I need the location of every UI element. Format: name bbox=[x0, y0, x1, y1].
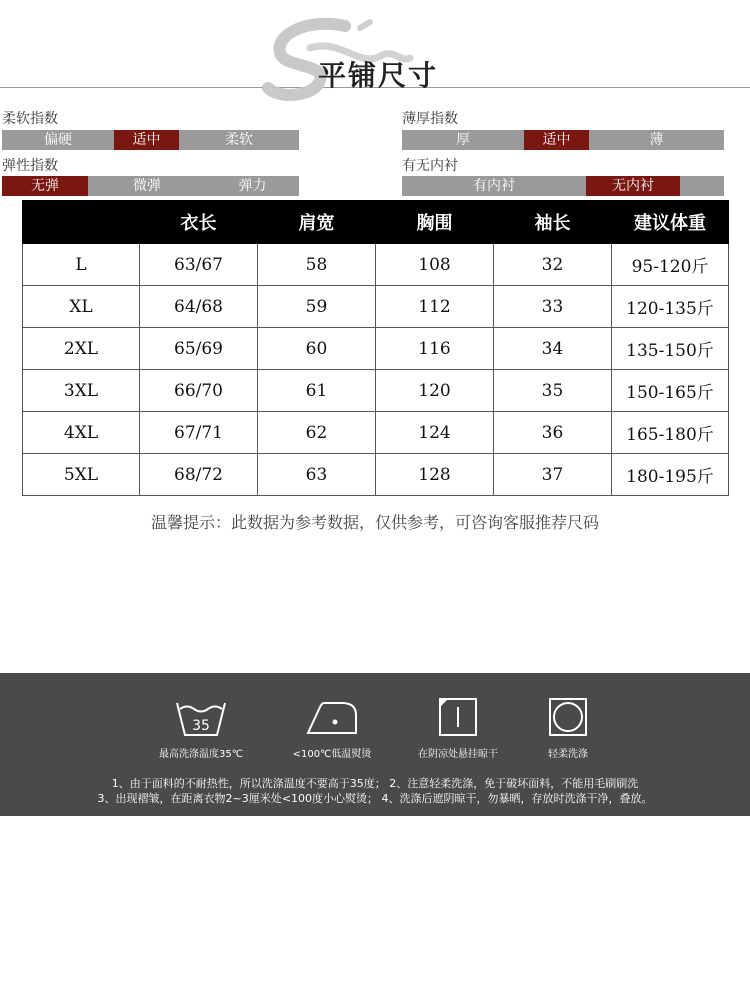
size-cell: 5XL bbox=[23, 454, 140, 496]
lining-index-title: 有无内衬 bbox=[402, 158, 458, 174]
table-header-row bbox=[23, 201, 729, 244]
table-row bbox=[23, 370, 729, 412]
shoulder-cell: 63 bbox=[258, 454, 376, 496]
shoulder-cell: 60 bbox=[258, 328, 376, 370]
thickness-option-thick: 厚 bbox=[456, 132, 470, 148]
length-cell: 64/68 bbox=[140, 286, 258, 328]
softness-index-title: 柔软指数 bbox=[2, 111, 58, 127]
sleeve-cell: 35 bbox=[494, 370, 612, 412]
size-cell: 3XL bbox=[23, 370, 140, 412]
weight-cell: 120-135斤 bbox=[612, 286, 729, 328]
lining-option-filler bbox=[680, 176, 724, 196]
care-item-gentle bbox=[508, 695, 628, 760]
shoulder-cell: 61 bbox=[258, 370, 376, 412]
length-cell: 66/70 bbox=[140, 370, 258, 412]
shade-hang-dry-icon bbox=[428, 695, 488, 739]
size-cell: L bbox=[23, 244, 140, 286]
table-row bbox=[23, 286, 729, 328]
thickness-index-title: 薄厚指数 bbox=[402, 111, 458, 127]
length-cell: 65/69 bbox=[140, 328, 258, 370]
softness-option-medium: 适中 bbox=[114, 130, 179, 150]
lining-option-without: 无内衬 bbox=[586, 176, 680, 196]
header-shoulder: 肩宽 bbox=[258, 201, 376, 244]
length-cell: 67/71 bbox=[140, 412, 258, 454]
care-item-wash bbox=[141, 695, 261, 760]
page-title: 平铺尺寸 bbox=[318, 59, 439, 92]
elasticity-index-bar bbox=[2, 176, 299, 196]
chest-cell: 112 bbox=[376, 286, 494, 328]
thickness-option-thin: 薄 bbox=[649, 132, 664, 148]
elasticity-option-slight: 微弹 bbox=[133, 178, 161, 194]
table-row bbox=[23, 328, 729, 370]
wash-temp-text: 35 bbox=[192, 718, 210, 734]
size-cell: XL bbox=[23, 286, 140, 328]
iron-low-icon bbox=[302, 695, 362, 739]
header-sleeve: 袖长 bbox=[494, 201, 612, 244]
chest-cell: 116 bbox=[376, 328, 494, 370]
size-cell: 4XL bbox=[23, 412, 140, 454]
sleeve-cell: 36 bbox=[494, 412, 612, 454]
care-note-2: 3、出现褶皱，在距离衣物2~3厘米处<100度小心熨烫； 4、洗涤后遮阴晾干，勿暴晒，存放时洗涤干净，叠放。 bbox=[97, 792, 653, 805]
wash-35-icon bbox=[171, 695, 231, 739]
gentle-wash-icon bbox=[538, 695, 598, 739]
table-row bbox=[23, 412, 729, 454]
care-instructions-panel bbox=[0, 673, 750, 816]
softness-option-soft: 柔软 bbox=[225, 132, 253, 148]
care-item-iron bbox=[272, 695, 392, 760]
care-item-dry bbox=[398, 695, 518, 760]
sleeve-cell: 37 bbox=[494, 454, 612, 496]
size-cell: 2XL bbox=[23, 328, 140, 370]
lining-option-with: 有内衬 bbox=[473, 178, 515, 194]
sleeve-cell: 32 bbox=[494, 244, 612, 286]
chest-cell: 120 bbox=[376, 370, 494, 412]
elasticity-option-stretch: 弹力 bbox=[238, 178, 267, 194]
table-row bbox=[23, 454, 729, 496]
length-cell: 68/72 bbox=[140, 454, 258, 496]
thickness-index-bar bbox=[402, 130, 724, 150]
weight-cell: 165-180斤 bbox=[612, 412, 729, 454]
table-row bbox=[23, 244, 729, 286]
sleeve-cell: 34 bbox=[494, 328, 612, 370]
header-chest: 胸围 bbox=[376, 201, 494, 244]
reference-notice: 温馨提示：此数据为参考数据，仅供参考，可咨询客服推荐尺码 bbox=[150, 513, 599, 532]
care-label-wash: 最高洗涤温度35℃ bbox=[159, 749, 243, 760]
shoulder-cell: 62 bbox=[258, 412, 376, 454]
header-size bbox=[23, 201, 140, 244]
care-label-iron: <100℃低温熨烫 bbox=[292, 749, 372, 760]
weight-cell: 180-195斤 bbox=[612, 454, 729, 496]
elasticity-option-none: 无弹 bbox=[2, 176, 88, 196]
lining-index-bar bbox=[402, 176, 724, 196]
length-cell: 63/67 bbox=[140, 244, 258, 286]
header-length: 衣长 bbox=[140, 201, 258, 244]
care-note-1: 1、由于面料的不耐热性，所以洗涤温度不要高于35度； 2、注意轻柔洗涤，免于破坏面料，不能用毛刷刷洗 bbox=[111, 777, 639, 790]
weight-cell: 135-150斤 bbox=[612, 328, 729, 370]
header-weight: 建议体重 bbox=[612, 201, 729, 244]
weight-cell: 95-120斤 bbox=[612, 244, 729, 286]
thickness-option-medium: 适中 bbox=[524, 130, 589, 150]
shoulder-cell: 59 bbox=[258, 286, 376, 328]
chest-cell: 128 bbox=[376, 454, 494, 496]
weight-cell: 150-165斤 bbox=[612, 370, 729, 412]
softness-index-bar bbox=[2, 130, 299, 150]
shoulder-cell: 58 bbox=[258, 244, 376, 286]
chest-cell: 108 bbox=[376, 244, 494, 286]
softness-option-hard: 偏硬 bbox=[44, 132, 72, 148]
chest-cell: 124 bbox=[376, 412, 494, 454]
size-table bbox=[22, 200, 729, 496]
care-label-gentle: 轻柔洗涤 bbox=[548, 749, 588, 760]
sleeve-cell: 33 bbox=[494, 286, 612, 328]
care-label-dry: 在阴凉处悬挂晾干 bbox=[418, 749, 498, 760]
elasticity-index-title: 弹性指数 bbox=[2, 158, 58, 174]
